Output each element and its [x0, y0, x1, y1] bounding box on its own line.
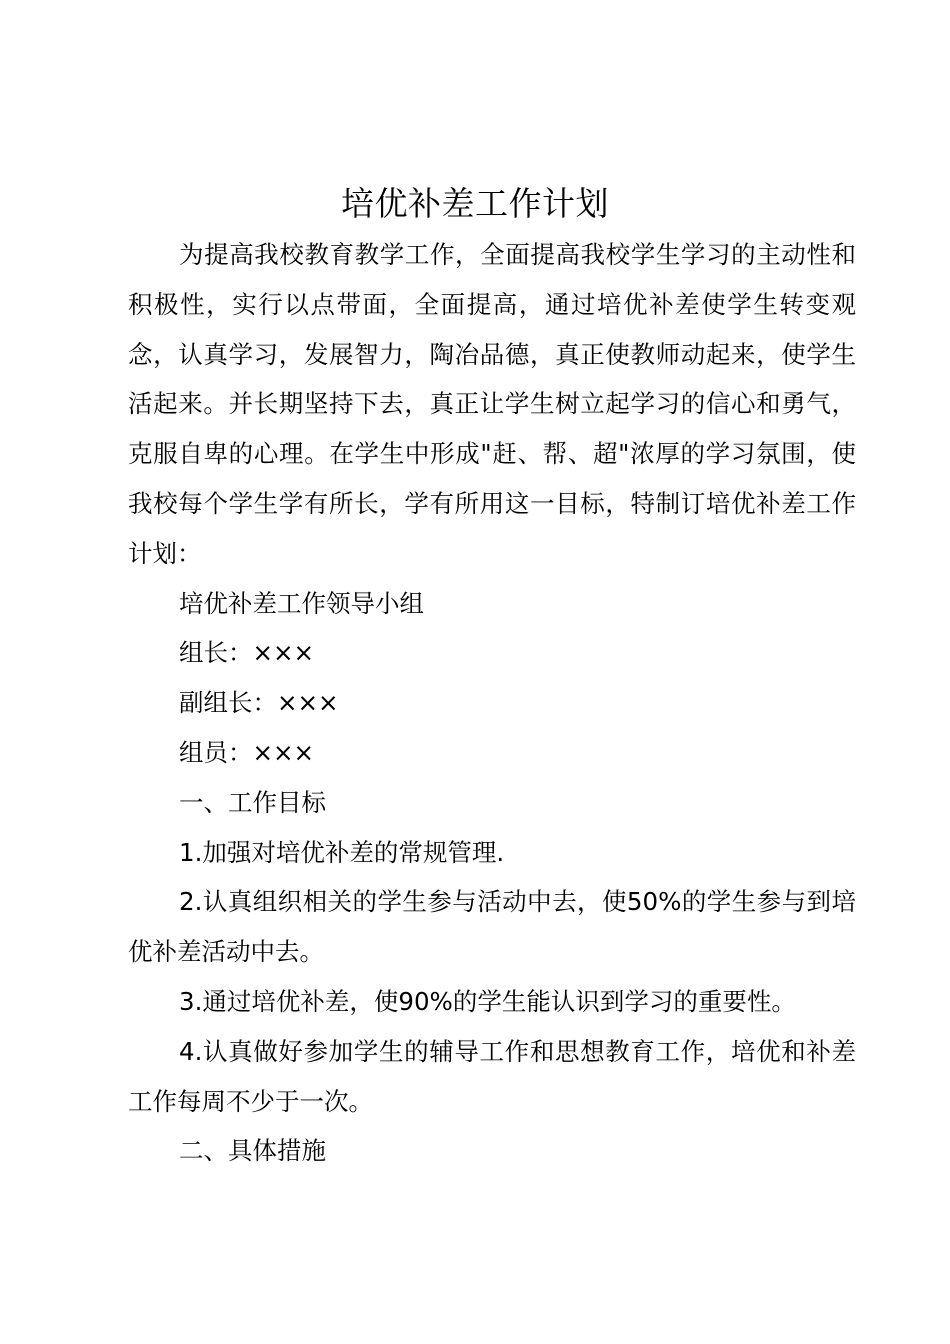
leadership-group-heading: 培优补差工作领导小组: [179, 588, 424, 618]
group-leader-line: 组长：×××: [179, 638, 315, 668]
document-body: [128, 230, 856, 1176]
group-members-line: 组员：×××: [179, 737, 315, 767]
intro-paragraph: 为提高我校教育教学工作，全面提高我校学生学习的主动性和积极性，实行以点带面，全面提高，通过培优补差使学生转变观念，认真学习，发展智力，陶冶品德，真正使教师动起来，使学生活起来。并长期坚持下去，真正让学生树立起学习的信心和勇气，克服自卑的心理。在学生中形成"赶、帮、超"浓厚的学习氛围，使我校每个学生学有所长，学有所用这一目标，特制订培优补差工作计划：: [128, 240, 856, 568]
section-heading-measures: 二、具体措施: [179, 1136, 326, 1166]
goal-item-1: 1.加强对培优补差的常规管理.: [179, 837, 505, 867]
section-heading-goals: 一、工作目标: [179, 787, 326, 817]
deputy-leader-line: 副组长：×××: [179, 688, 339, 718]
goal-item-4: 4.认真做好参加学生的辅导工作和思想教育工作，培优和补差工作每周不少于一次。: [128, 1036, 856, 1116]
goal-item-2: 2.认真组织相关的学生参与活动中去，使50%的学生参与到培优补差活动中去。: [128, 887, 856, 967]
document-title: 培优补差工作计划: [341, 184, 609, 223]
goal-item-3: 3.通过培优补差，使90%的学生能认识到学习的重要性。: [179, 986, 796, 1016]
